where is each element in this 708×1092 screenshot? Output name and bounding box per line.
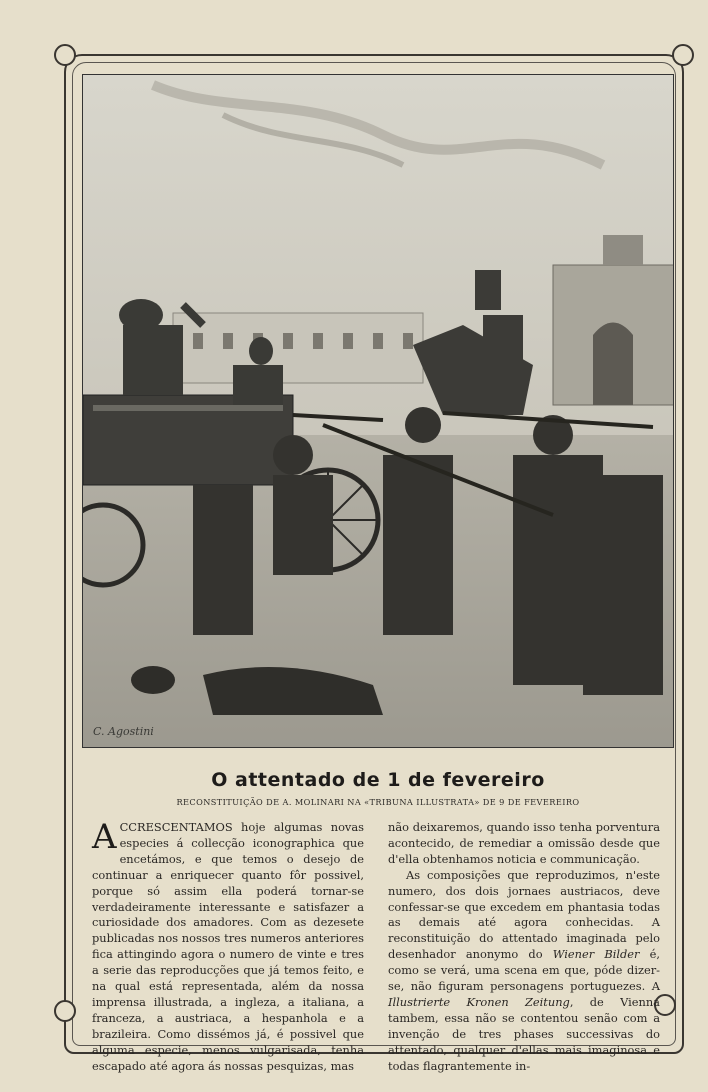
article-title: O attentado de 1 de fevereiro	[211, 769, 545, 791]
lead-word: CCRESCENTAMOS	[119, 820, 233, 834]
paragraph-text: As composições que reproduzimos, n'este numero, dos dois jornaes austriacos, deve confessar-se que excedem em phantasia todas as demais até agora conhecidas. A reconstituição do attentado imaginada pelo desenhador anonymo do	[388, 867, 660, 962]
newspaper-name: Illustrierte Kronen Zeitung	[388, 994, 570, 1009]
paragraph: não deixaremos, quando isso tenha porventura acontecido, de remediar a omissão desde que d'ella obtenhamos noticia e communicação.	[388, 820, 660, 866]
paragraph-text: é, como se verá, uma scena em que, póde dizer-se, não figuram personagens portuguezes. A	[388, 947, 660, 994]
frame-scroll-ornament	[54, 1000, 76, 1022]
frame-scroll-ornament	[672, 44, 694, 66]
frame-scroll-ornament	[54, 44, 76, 66]
paragraph-text: hoje algumas novas especies á collecção iconographica que encetámos, e que temos o desejo de continuar a enriquecer quanto fôr possivel, porque só assim ella poderá tornar-se verdadeiramente interessante e satisfazer a curiosidade dos amadores. Com as dezesete publicadas nos nossos tres numeros anteriores fica attingindo agora o numero de vinte e tres a serie das reproducções que já temos feito, e na qual está representada, além da nossa imprensa illustrada, a ingleza, a italiana, a franceza, a austriaca, a hespanhola e a brazileira. Como dissémos já, é possivel que alguma especie, menos vulgarisada, tenha escapado até agora ás nossas pesquizas, mas	[92, 820, 364, 1073]
article-subtitle: RECONSTITUIÇÃO DE A. MOLINARI NA «TRIBUNA ILLUSTRATA» DE 9 DE FEVEREIRO	[176, 797, 580, 807]
artist-signature: C. Agostini	[93, 725, 154, 738]
paragraph	[388, 868, 660, 1075]
text-column-left	[92, 817, 364, 1075]
dropped-hat	[131, 666, 175, 694]
drop-cap: A	[92, 817, 117, 857]
engraving-illustration	[82, 74, 674, 748]
paragraph-text: , de Vienna tambem, essa não se contentou senão com a invenção de tres phases successivas do attentado, qualquer d'ellas mais imaginosa e todas flagrantemente in-	[388, 994, 660, 1073]
building	[173, 313, 423, 383]
text-column-right	[388, 820, 660, 1075]
newspaper-name: Wiener Bilder	[552, 947, 640, 962]
paragraph	[92, 817, 364, 1075]
engraving-scene	[83, 75, 674, 748]
